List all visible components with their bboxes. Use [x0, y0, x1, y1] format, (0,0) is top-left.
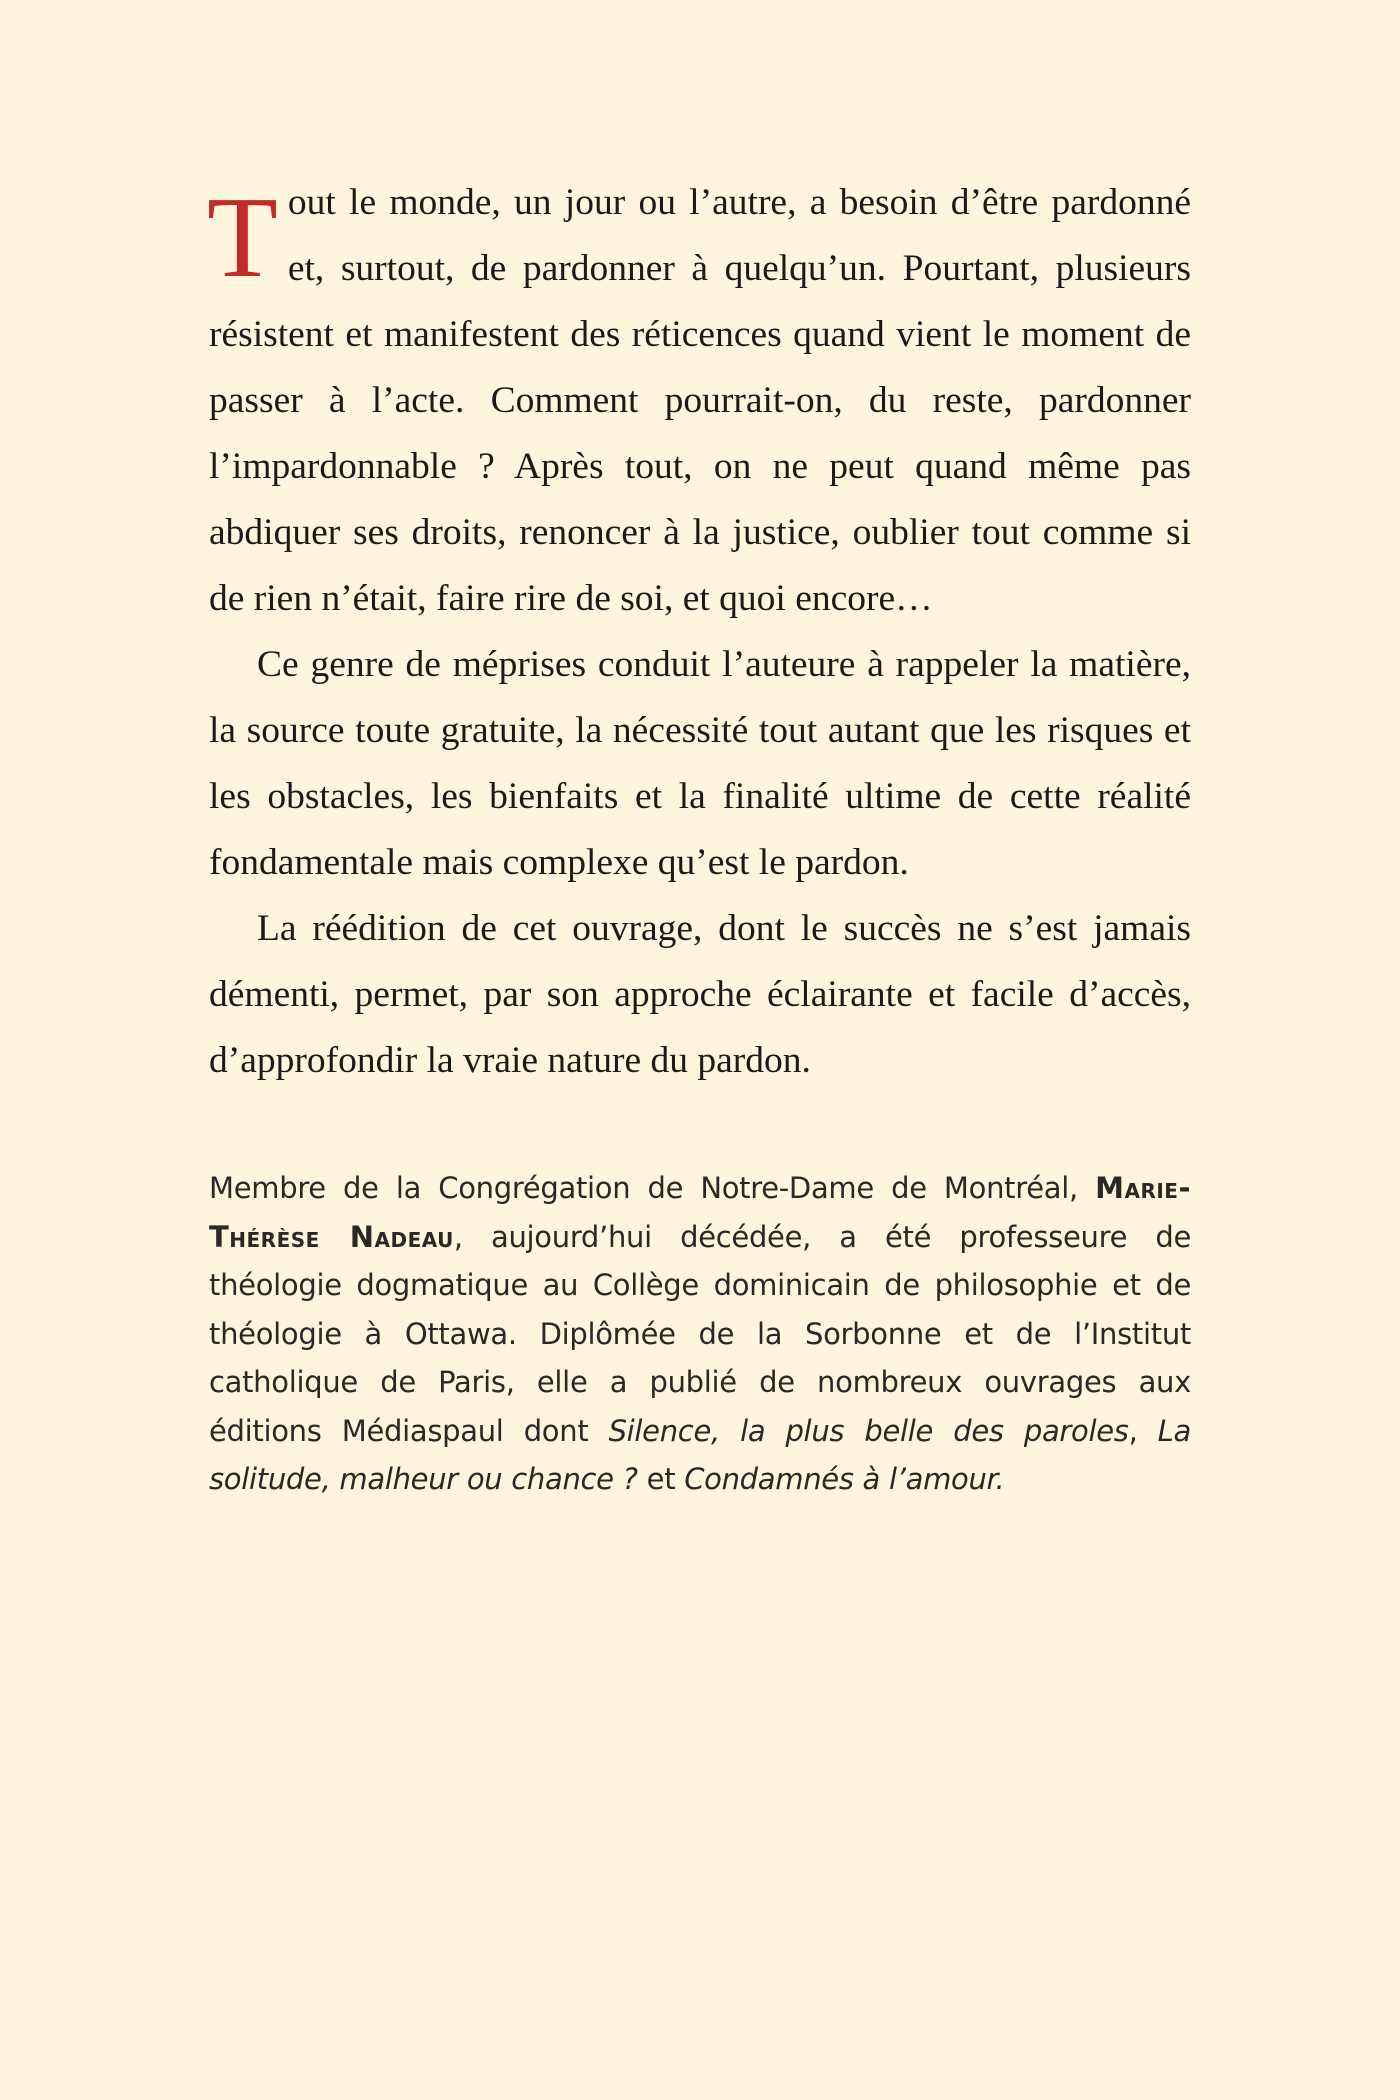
- blurb-paragraph-3: La réédition de cet ouvrage, dont le succès ne s’est jamais démenti, permet, par son approche éclairante et facile d’accès, d’approfondir la vraie nature du pardon.: [209, 908, 1191, 1081]
- bio-separator-1: ,: [1128, 1413, 1158, 1448]
- bio-paragraph: [209, 1164, 1191, 1504]
- blurb-paragraph-2: Ce genre de méprises conduit l’auteure à rappeler la matière, la source toute gratuite, la nécessité tout autant que les risques et les obstacles, les bienfaits et la finalité ultime de cette réalité fondamentale mais complexe qu’est le pardon.: [209, 644, 1191, 883]
- book-title-solitude: La solitude, malheur ou chance ?: [209, 1413, 1191, 1496]
- blurb-paragraph-1-text: out le monde, un jour ou l’autre, a besoin d’être pardonné et, surtout, de pardonner à quelqu’un. Pourtant, plusieurs résistent et manifestent des réticences quand vient le moment de passer à l’acte. Comment pourrait-on, du reste, pardonner l’impardonnable ? Après tout, on ne peut quand même pas abdiquer ses droits, renoncer à la justice, oublier tout comme si de rien n’était, faire rire de soi, et quoi encore…: [209, 182, 1191, 619]
- bio-intro: Membre de la Congrégation de Notre-Dame de Montréal,: [209, 1171, 1096, 1205]
- bio-separator-2: et: [637, 1462, 685, 1496]
- book-blurb: [209, 170, 1191, 1094]
- blurb-paragraph-1: [209, 170, 1191, 632]
- drop-cap: T: [207, 174, 278, 302]
- bio-body: , aujourd’hui décédée, a été professeure de théologie dogmatique au Collège dominicain de philosophie et de théologie à Ottawa. Diplômée de la Sorbonne et de l’Institut catholique de Paris, elle a publié de nombreux ouvrages aux éditions Médiaspaul dont: [209, 1219, 1191, 1448]
- author-name: Marie-Thérèse Nadeau: [209, 1171, 1191, 1254]
- author-biography: [209, 1164, 1191, 1504]
- back-cover-text: [209, 170, 1191, 1504]
- book-title-silence: Silence, la plus belle des paroles: [608, 1413, 1129, 1448]
- book-title-condamnes: Condamnés à l’amour.: [684, 1462, 1005, 1496]
